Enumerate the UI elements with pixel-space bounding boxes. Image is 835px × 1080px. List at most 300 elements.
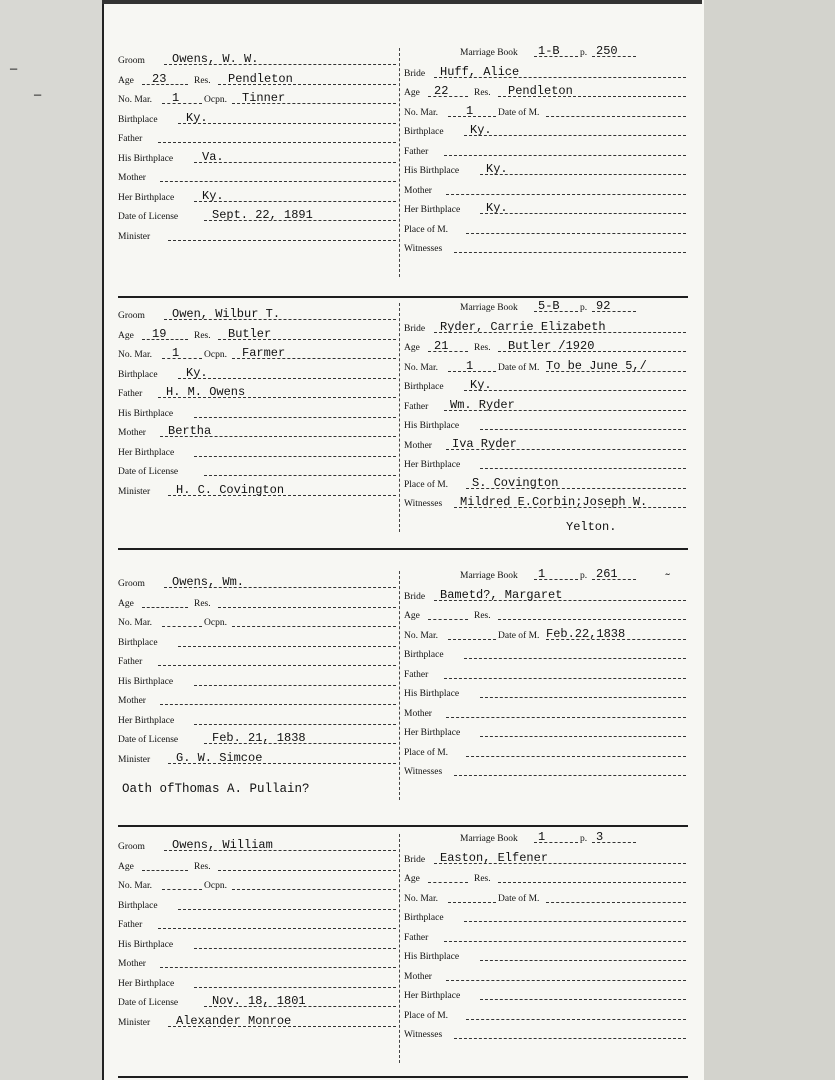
record-note: Oath ofThomas A. Pullain? [122,782,310,796]
bride-place-of-m [404,744,686,760]
field-label: Date of M. [498,107,540,118]
field-label: Witnesses [404,244,443,254]
bride-age [404,84,686,100]
field-label: No. Mar. [118,350,153,360]
field-label: Groom [118,56,145,66]
fill-line [218,607,396,608]
groom-mother [118,692,396,708]
field-label: His Birthplace [404,421,460,431]
field-label: Witnesses [404,1030,443,1040]
groom-no-mar [118,91,396,107]
field-label: Birthplace [404,382,444,392]
fill-line [194,162,396,163]
field-label: Age [404,88,420,98]
bride-mother [404,705,686,721]
fill-line [480,468,686,469]
fill-line [178,909,396,910]
bride-witnesses [404,763,686,779]
field-label: Father [404,932,429,943]
field-label: Bride [404,591,426,602]
field-label: No. Mar. [118,881,153,891]
field-label: p. [580,48,588,58]
field-label: No. Mar. [404,630,439,641]
field-label: Father [118,134,143,144]
field-label: Birthplace [118,900,158,911]
field-label: Marriage Book [460,571,518,581]
field-label: Her Birthplace [118,715,175,726]
bride-mother [404,968,686,984]
field-label: His Birthplace [404,689,460,699]
groom-birthplace [118,634,396,650]
groom-her-birthplace [118,444,396,460]
fill-line [454,1038,686,1039]
field-label: Groom [118,579,145,589]
bride-father [404,398,686,414]
field-label: Age [118,330,134,341]
field-label: Ocpn. [204,95,227,105]
fill-line [194,685,396,686]
field-label: His Birthplace [118,153,174,164]
bride-her-birthplace [404,201,686,217]
groom-minister-value: H. C. Covington [176,482,285,497]
fill-line [444,678,686,679]
bride-birthplace [404,646,686,662]
groom-name [118,838,396,854]
field-label: Her Birthplace [404,728,461,738]
bride-his-birthplace [404,948,686,964]
groom-res-value: Pendleton [228,71,293,86]
groom-father [118,130,396,146]
bride-no-mar [404,627,686,643]
bride-mother-value: Iva Ryder [452,436,517,451]
fill-line [448,902,496,903]
field-label: Her Birthplace [404,460,461,470]
field-label: Res. [194,598,211,609]
fill-line [168,240,396,241]
bride-res-value: Butler /1920 [508,339,595,353]
record-separator [118,548,688,550]
bride-mother [404,437,686,453]
bride-no-mar [404,890,686,906]
fill-line [178,646,396,647]
bride-birthplace [404,909,686,925]
groom-his-birthplace [118,405,396,421]
groom-birthplace [118,897,396,913]
field-label: Res. [474,611,491,621]
marriage-book-value: 1 [538,567,546,581]
bride-witnesses-value: Mildred E.Corbin;Joseph W. [460,495,648,509]
field-label: Birthplace [404,127,444,137]
groom-birthplace-value: Ky. [186,365,208,380]
field-label: Birthplace [404,913,444,923]
bride-birthplace-value: Ky. [470,123,492,137]
fill-line [464,135,686,136]
field-label: Mother [404,185,432,196]
field-label: Father [118,920,143,930]
field-label: Bride [404,854,426,865]
field-label: Age [404,343,420,353]
bride-his-birthplace [404,685,686,701]
field-label: Father [118,389,143,399]
fill-line [466,233,686,234]
groom-minister-value: G. W. Simcoe [176,750,263,765]
groom-minister-value: Alexander Monroe [176,1013,292,1028]
field-label: p. [580,303,588,313]
groom-age [118,595,396,611]
bride-father-value: Wm. Ryder [450,397,515,412]
field-label: Witnesses [404,499,443,509]
bride-birthplace [404,123,686,139]
field-label: Mother [404,708,432,719]
marriage-book-page: 261 [596,567,618,581]
bride-father [404,143,686,159]
bride-no-mar [404,359,686,375]
groom-her-birthplace [118,189,396,205]
bride-witnesses-continued: Yelton. [566,519,617,534]
field-label: His Birthplace [404,166,460,176]
field-label: No. Mar. [404,362,439,373]
bride-name-value: Ryder, Carrie Elizabeth [440,319,606,334]
groom-name [118,575,396,591]
fill-line [232,626,396,627]
field-label: Res. [474,88,491,98]
field-label: Place of M. [404,1010,449,1021]
fill-line [162,889,202,890]
fill-line [428,882,468,883]
field-label: Date of M. [498,362,540,373]
field-label: p. [580,834,588,844]
fill-line [194,456,396,457]
bride-his-birthplace-value: Ky. [486,162,508,176]
field-label: Her Birthplace [118,192,175,203]
fill-line [480,174,686,175]
bride-place-of-m-value: S. Covington [472,475,559,490]
bride-her-birthplace [404,987,686,1003]
bride-place-of-m [404,476,686,492]
bride-his-birthplace [404,162,686,178]
fill-line [454,775,686,776]
field-label: Minister [118,754,151,765]
groom-age [118,858,396,874]
field-label: Mother [404,440,432,451]
marriage-book-ref [404,830,686,846]
groom-no-mar [118,877,396,893]
field-label: Father [118,657,143,667]
field-label: Mother [118,959,146,969]
fill-line [480,736,686,737]
bride-birthplace-value: Ky. [470,378,492,392]
fill-line [546,116,686,117]
marriage-book-ref [404,567,686,583]
groom-his-birthplace-value: Va. [202,149,224,164]
fill-line [546,902,686,903]
field-label: Age [118,75,134,86]
bride-father [404,929,686,945]
bride-date-of-m-value: Feb.22,1838 [546,626,626,641]
field-label: Date of M. [498,630,540,641]
field-label: Age [118,598,134,609]
groom-age [118,72,396,88]
groom-name-value: Owens, W. W. [172,52,259,66]
record-separator [118,825,688,827]
groom-birthplace [118,111,396,127]
field-label: Res. [194,330,211,341]
bride-name [404,320,686,336]
groom-mother-value: Bertha [168,424,212,438]
bride-no-mar-value: 1 [466,358,474,373]
field-label: Groom [118,311,145,321]
groom-age [118,327,396,343]
field-label: Age [118,861,134,872]
groom-father [118,653,396,669]
groom-name-value: Owen, Wilbur T. [172,307,281,321]
marriage-book-value: 1-B [538,44,560,58]
groom-his-birthplace [118,150,396,166]
field-label: Date of License [118,998,179,1008]
fill-line [178,123,396,124]
field-label: Res. [474,874,491,884]
fill-line [162,103,202,104]
fill-line [498,882,686,883]
groom-minister [118,483,396,499]
field-label: Date of License [118,467,179,477]
fill-line [178,378,396,379]
bride-witnesses [404,495,686,511]
margin-mark: ˜ [664,572,672,586]
fill-line [480,429,686,430]
marriage-book-ref [404,44,686,60]
field-label: Minister [118,231,151,242]
field-label: No. Mar. [404,893,439,904]
groom-date-of-license-value: Feb. 21, 1838 [212,731,306,745]
bride-name-value: Huff, Alice [440,64,520,79]
groom-mother [118,424,396,440]
bride-age [404,607,686,623]
bride-name-value: Bametd?, Margaret [440,587,563,602]
fill-line [464,390,686,391]
marriage-book-page: 92 [596,299,611,313]
scan-margin-right [702,0,835,1080]
bride-her-birthplace [404,456,686,472]
groom-age-value: 23 [152,71,167,86]
field-label: Place of M. [404,479,449,490]
groom-his-birthplace [118,673,396,689]
field-label: Ocpn. [204,881,227,891]
marriage-book-value: 1 [538,830,546,844]
groom-ocpn-value: Farmer [242,346,286,360]
sheet-top-edge [102,0,702,4]
column-divider [399,571,401,800]
groom-name-value: Owens, Wm. [172,575,245,589]
fill-line [158,142,396,143]
fill-line [480,213,686,214]
fill-line [444,941,686,942]
marriage-book-page: 250 [596,44,618,58]
field-label: His Birthplace [118,408,174,419]
groom-his-birthplace [118,936,396,952]
bride-birthplace [404,378,686,394]
fill-line [194,948,396,949]
margin-mark: — [34,88,42,102]
bride-no-mar [404,104,686,120]
bride-her-birthplace [404,724,686,740]
bride-name [404,65,686,81]
fill-line [466,756,686,757]
fill-line [194,201,396,202]
field-label: Res. [194,75,211,86]
fill-line [194,417,396,418]
groom-her-birthplace [118,712,396,728]
fill-line [218,870,396,871]
field-label: His Birthplace [118,939,174,950]
fill-line [446,194,686,195]
marriage-book-ref [404,299,686,315]
field-label: Her Birthplace [118,447,175,458]
field-label: Minister [118,486,151,497]
groom-mother [118,955,396,971]
groom-minister [118,1014,396,1030]
bride-age-value: 21 [434,339,449,353]
field-label: No. Mar. [118,95,153,105]
field-label: His Birthplace [404,952,460,962]
column-divider [399,834,401,1063]
groom-no-mar-value: 1 [172,91,180,105]
groom-ocpn-value: Tinner [242,91,286,105]
field-label: Father [404,146,429,157]
field-label: Res. [474,343,491,353]
bride-name [404,851,686,867]
groom-date-of-license [118,463,396,479]
field-label: Groom [118,842,145,852]
field-label: Date of License [118,735,179,745]
groom-date-of-license [118,731,396,747]
groom-date-of-license [118,208,396,224]
field-label: Minister [118,1017,151,1028]
fill-line [160,704,396,705]
bride-his-birthplace [404,417,686,433]
field-label: Father [404,401,429,412]
bride-witnesses [404,240,686,256]
groom-name [118,307,396,323]
field-label: Birthplace [118,114,158,125]
field-label: Marriage Book [460,834,518,844]
fill-line [480,999,686,1000]
groom-age-value: 19 [152,326,167,341]
fill-line [142,870,188,871]
bride-age [404,870,686,886]
fill-line [232,889,396,890]
bride-name-value: Easton, Elfener [440,850,549,865]
fill-line [162,626,202,627]
groom-her-birthplace-value: Ky. [202,188,224,203]
field-label: Age [404,611,420,621]
groom-father [118,385,396,401]
field-label: Marriage Book [460,48,518,58]
field-label: p. [580,571,588,581]
field-label: Date of M. [498,893,540,904]
record-separator [118,1076,688,1078]
groom-date-of-license [118,994,396,1010]
bride-her-birthplace-value: Ky. [486,201,508,215]
field-label: Her Birthplace [118,978,175,989]
bride-age-value: 22 [434,84,449,98]
field-label: Mother [118,696,146,706]
field-label: Mother [404,971,432,982]
field-label: Her Birthplace [404,205,461,215]
field-label: Marriage Book [460,303,518,313]
marriage-book-page: 3 [596,830,604,844]
fill-line [160,967,396,968]
field-label: Mother [118,173,146,183]
groom-her-birthplace [118,975,396,991]
bride-witnesses [404,1026,686,1042]
bride-age [404,339,686,355]
field-label: His Birthplace [118,676,174,687]
field-label: Res. [194,861,211,872]
fill-line [444,155,686,156]
groom-mother [118,169,396,185]
fill-line [480,697,686,698]
field-label: Bride [404,68,426,79]
field-label: Ocpn. [204,618,227,628]
field-label: Age [404,874,420,884]
fill-line [204,475,396,476]
fill-line [160,181,396,182]
field-label: Witnesses [404,767,443,777]
groom-res-value: Butler [228,326,272,341]
bride-place-of-m [404,221,686,237]
field-label: Place of M. [404,747,449,758]
field-label: Birthplace [118,369,158,380]
bride-name [404,588,686,604]
groom-name-value: Owens, William [172,838,273,852]
field-label: No. Mar. [404,107,439,118]
field-label: Ocpn. [204,350,227,360]
record-separator [118,296,688,298]
groom-date-of-license-value: Sept. 22, 1891 [212,208,313,222]
groom-date-of-license-value: Nov. 18, 1801 [212,994,306,1008]
groom-no-mar-value: 1 [172,346,180,360]
groom-no-mar [118,346,396,362]
bride-place-of-m [404,1007,686,1023]
field-label: Birthplace [404,650,444,660]
fill-line [446,980,686,981]
marriage-book-value: 5-B [538,299,560,313]
bride-res-value: Pendleton [508,84,573,98]
field-label: Date of License [118,212,179,222]
field-label: Birthplace [118,637,158,648]
fill-line [464,921,686,922]
fill-line [464,658,686,659]
groom-name [118,52,396,68]
fill-line [480,960,686,961]
groom-birthplace-value: Ky. [186,110,208,125]
groom-minister [118,751,396,767]
groom-father-value: H. M. Owens [166,385,246,399]
fill-line [142,607,188,608]
fill-line [498,619,686,620]
field-label: Father [404,669,429,680]
scan-margin-left [0,0,102,1080]
fill-line [158,928,396,929]
column-divider [399,48,401,277]
groom-birthplace [118,366,396,382]
bride-date-of-m-value: To be June 5,/ [546,358,647,373]
fill-line [194,987,396,988]
field-label: Place of M. [404,224,449,235]
field-label: No. Mar. [118,618,153,628]
field-label: Mother [118,428,146,438]
